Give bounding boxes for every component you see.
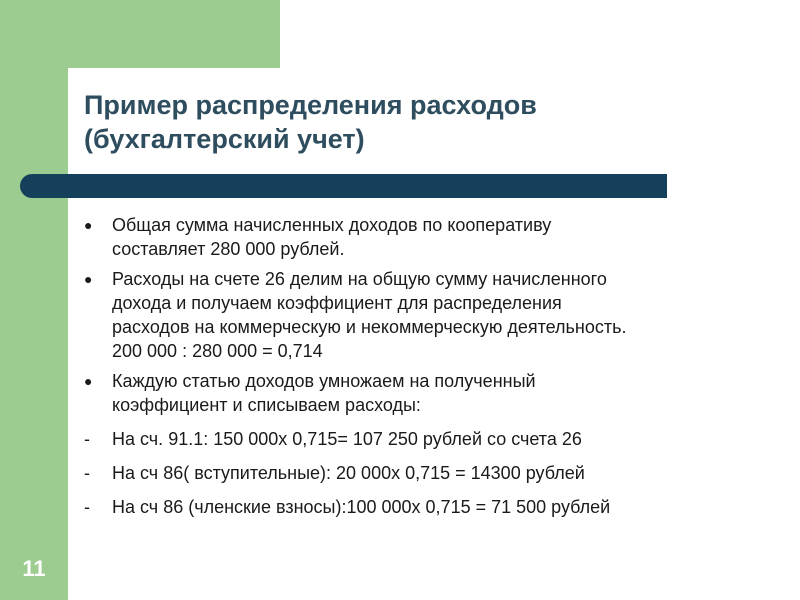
title-divider-bar (20, 174, 667, 198)
sub-item-text: На сч 86 (членские взносы):100 000х 0,715 = 71 500 рублей (112, 497, 611, 517)
left-accent-bar (0, 0, 68, 600)
bullet-text-line: дохода и получаем коэффициент для распределения (112, 293, 562, 313)
bullet-text-line: Расходы на счете 26 делим на общую сумму начисленного (112, 269, 607, 289)
slide-number: 11 (22, 556, 46, 581)
sub-item-text: На сч 86( вступительные): 20 000х 0,715 = 14300 рублей (112, 463, 585, 483)
slide-title (84, 88, 724, 156)
bullet-icon: ● (84, 217, 93, 233)
slide-title-line-2: (бухгалтерский учет) (84, 124, 365, 154)
bullet-icon: ● (84, 373, 93, 389)
bullet-item-expense-ratio (84, 267, 774, 363)
bullet-item-total-income (84, 213, 774, 261)
bullet-text-line: коэффициент и списываем расходы: (112, 395, 421, 415)
bullet-text-line: 200 000 : 280 000 = 0,714 (112, 341, 323, 361)
slide-title-line-1: Пример распределения расходов (84, 90, 537, 120)
sub-item-account-86-membership (84, 495, 774, 519)
sub-item-account-91 (84, 427, 774, 451)
bullet-icon: ● (84, 271, 93, 287)
bullet-text-line: Каждую статью доходов умножаем на полученный (112, 371, 536, 391)
bullet-text-line: составляет 280 000 рублей. (112, 239, 345, 259)
bullet-text-line: расходов на коммерческую и некоммерческую деятельность. (112, 317, 627, 337)
slide-content (84, 213, 774, 519)
bullet-item-allocation (84, 369, 774, 417)
bullet-text-line: Общая сумма начисленных доходов по кооперативу (112, 215, 552, 235)
top-accent-block (68, 0, 280, 68)
dash-icon: - (84, 463, 90, 483)
dash-icon: - (84, 497, 90, 517)
dash-icon: - (84, 429, 90, 449)
sub-item-text: На сч. 91.1: 150 000х 0,715= 107 250 рублей со счета 26 (112, 429, 582, 449)
sub-item-account-86-entry (84, 461, 774, 485)
